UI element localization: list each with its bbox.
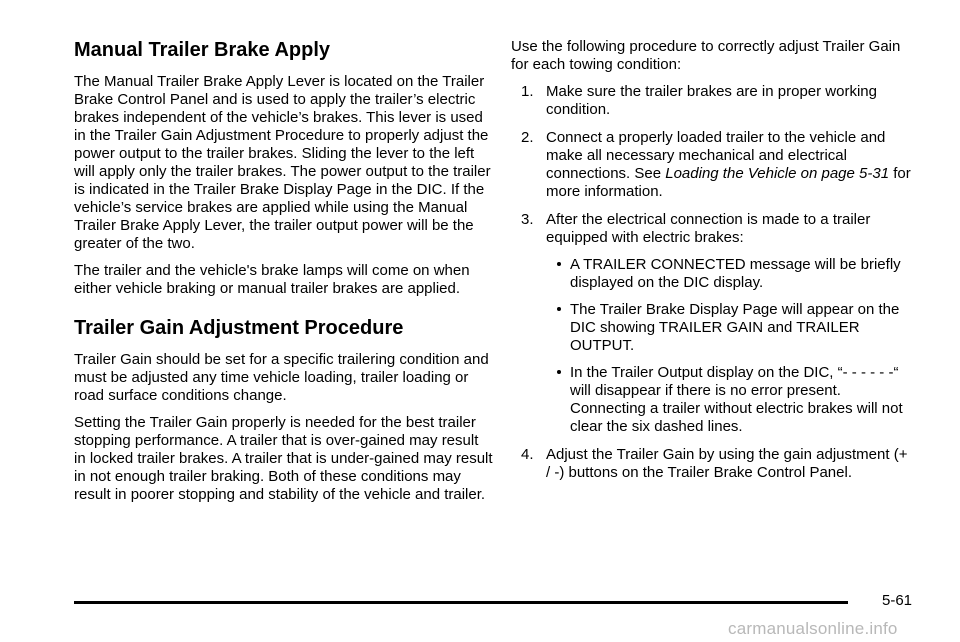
paragraph: Trailer Gain should be set for a specific trailering condition and must be adjusted any time vehicle loading, trailer loading or road surface conditions change. bbox=[74, 351, 489, 404]
bullet-item bbox=[546, 301, 911, 355]
bullet-item bbox=[546, 256, 911, 292]
step-number: 3. bbox=[521, 211, 534, 228]
page-number: 5-61 bbox=[882, 592, 913, 609]
watermark: carmanualsonline.info bbox=[728, 619, 898, 638]
step-text: Make sure the trailer brakes are in proper working condition. bbox=[546, 83, 877, 118]
bullet-list bbox=[546, 256, 911, 436]
step-text: After the electrical connection is made to a trailer equipped with electric brakes: bbox=[546, 211, 871, 246]
step-item bbox=[511, 129, 911, 201]
step-text: for more information. bbox=[546, 165, 911, 200]
bullet-item bbox=[546, 364, 911, 436]
paragraph: Setting the Trailer Gain properly is needed for the best trailer stopping performance. A trailer that is over-gained may result in locked trailer brakes. A trailer that is under-gained may result in not enough trailer braking. Both of these conditions may result in poorer stopping and stability of the vehicle and trailer. bbox=[74, 414, 493, 503]
step-number: 1. bbox=[521, 83, 534, 100]
step-number: 4. bbox=[521, 446, 534, 463]
paragraph: The trailer and the vehicle's brake lamps will come on when either vehicle braking or manual trailer brakes are applied. bbox=[74, 262, 470, 297]
step-item bbox=[511, 211, 911, 436]
step-number: 2. bbox=[521, 129, 534, 146]
footer-rule bbox=[74, 601, 848, 604]
cross-reference-link[interactable]: Loading the Vehicle on page 5-31 bbox=[665, 165, 890, 182]
procedure-steps bbox=[511, 83, 911, 482]
bullet-text: A TRAILER CONNECTED message will be briefly displayed on the DIC display. bbox=[570, 256, 901, 291]
left-column bbox=[74, 38, 494, 513]
step-text: Connect a properly loaded trailer to the vehicle and make all necessary mechanical and electrical connections. See bbox=[546, 129, 886, 182]
procedure-intro: Use the following procedure to correctly adjust Trailer Gain for each towing condition: bbox=[511, 38, 901, 73]
right-column bbox=[511, 38, 911, 492]
bullet-icon bbox=[557, 307, 561, 311]
step-item bbox=[511, 83, 911, 119]
step-item bbox=[511, 446, 911, 482]
bullet-text: The Trailer Brake Display Page will appear on the DIC showing TRAILER GAIN and TRAILER OUTPUT. bbox=[570, 301, 900, 354]
bullet-text: In the Trailer Output display on the DIC, “- - - - - -“ will disappear if there is no error present. Connecting a trailer without electric brakes will not clear the six dashed lines. bbox=[570, 364, 903, 435]
bullet-icon bbox=[557, 262, 561, 266]
heading-trailer-gain-adjustment: Trailer Gain Adjustment Procedure bbox=[74, 317, 404, 339]
bullet-icon bbox=[557, 370, 561, 374]
heading-manual-trailer-brake-apply: Manual Trailer Brake Apply bbox=[74, 39, 331, 61]
step-text: Adjust the Trailer Gain by using the gain adjustment (+ / -) buttons on the Trailer Brake Control Panel. bbox=[546, 446, 908, 481]
paragraph: The Manual Trailer Brake Apply Lever is located on the Trailer Brake Control Panel and is used to apply the trailer’s electric brakes independent of the vehicle’s brakes. This lever is used in the Trailer Gain Adjustment Procedure to properly adjust the power output to the trailer brakes. Sliding the lever to the left will apply only the trailer brakes. The power output to the trailer is indicated in the Trailer Brake Display Page in the DIC. If the vehicle’s service brakes are applied while using the Manual Trailer Brake Apply Lever, the trailer output power will be the greater of the two. bbox=[74, 73, 491, 252]
